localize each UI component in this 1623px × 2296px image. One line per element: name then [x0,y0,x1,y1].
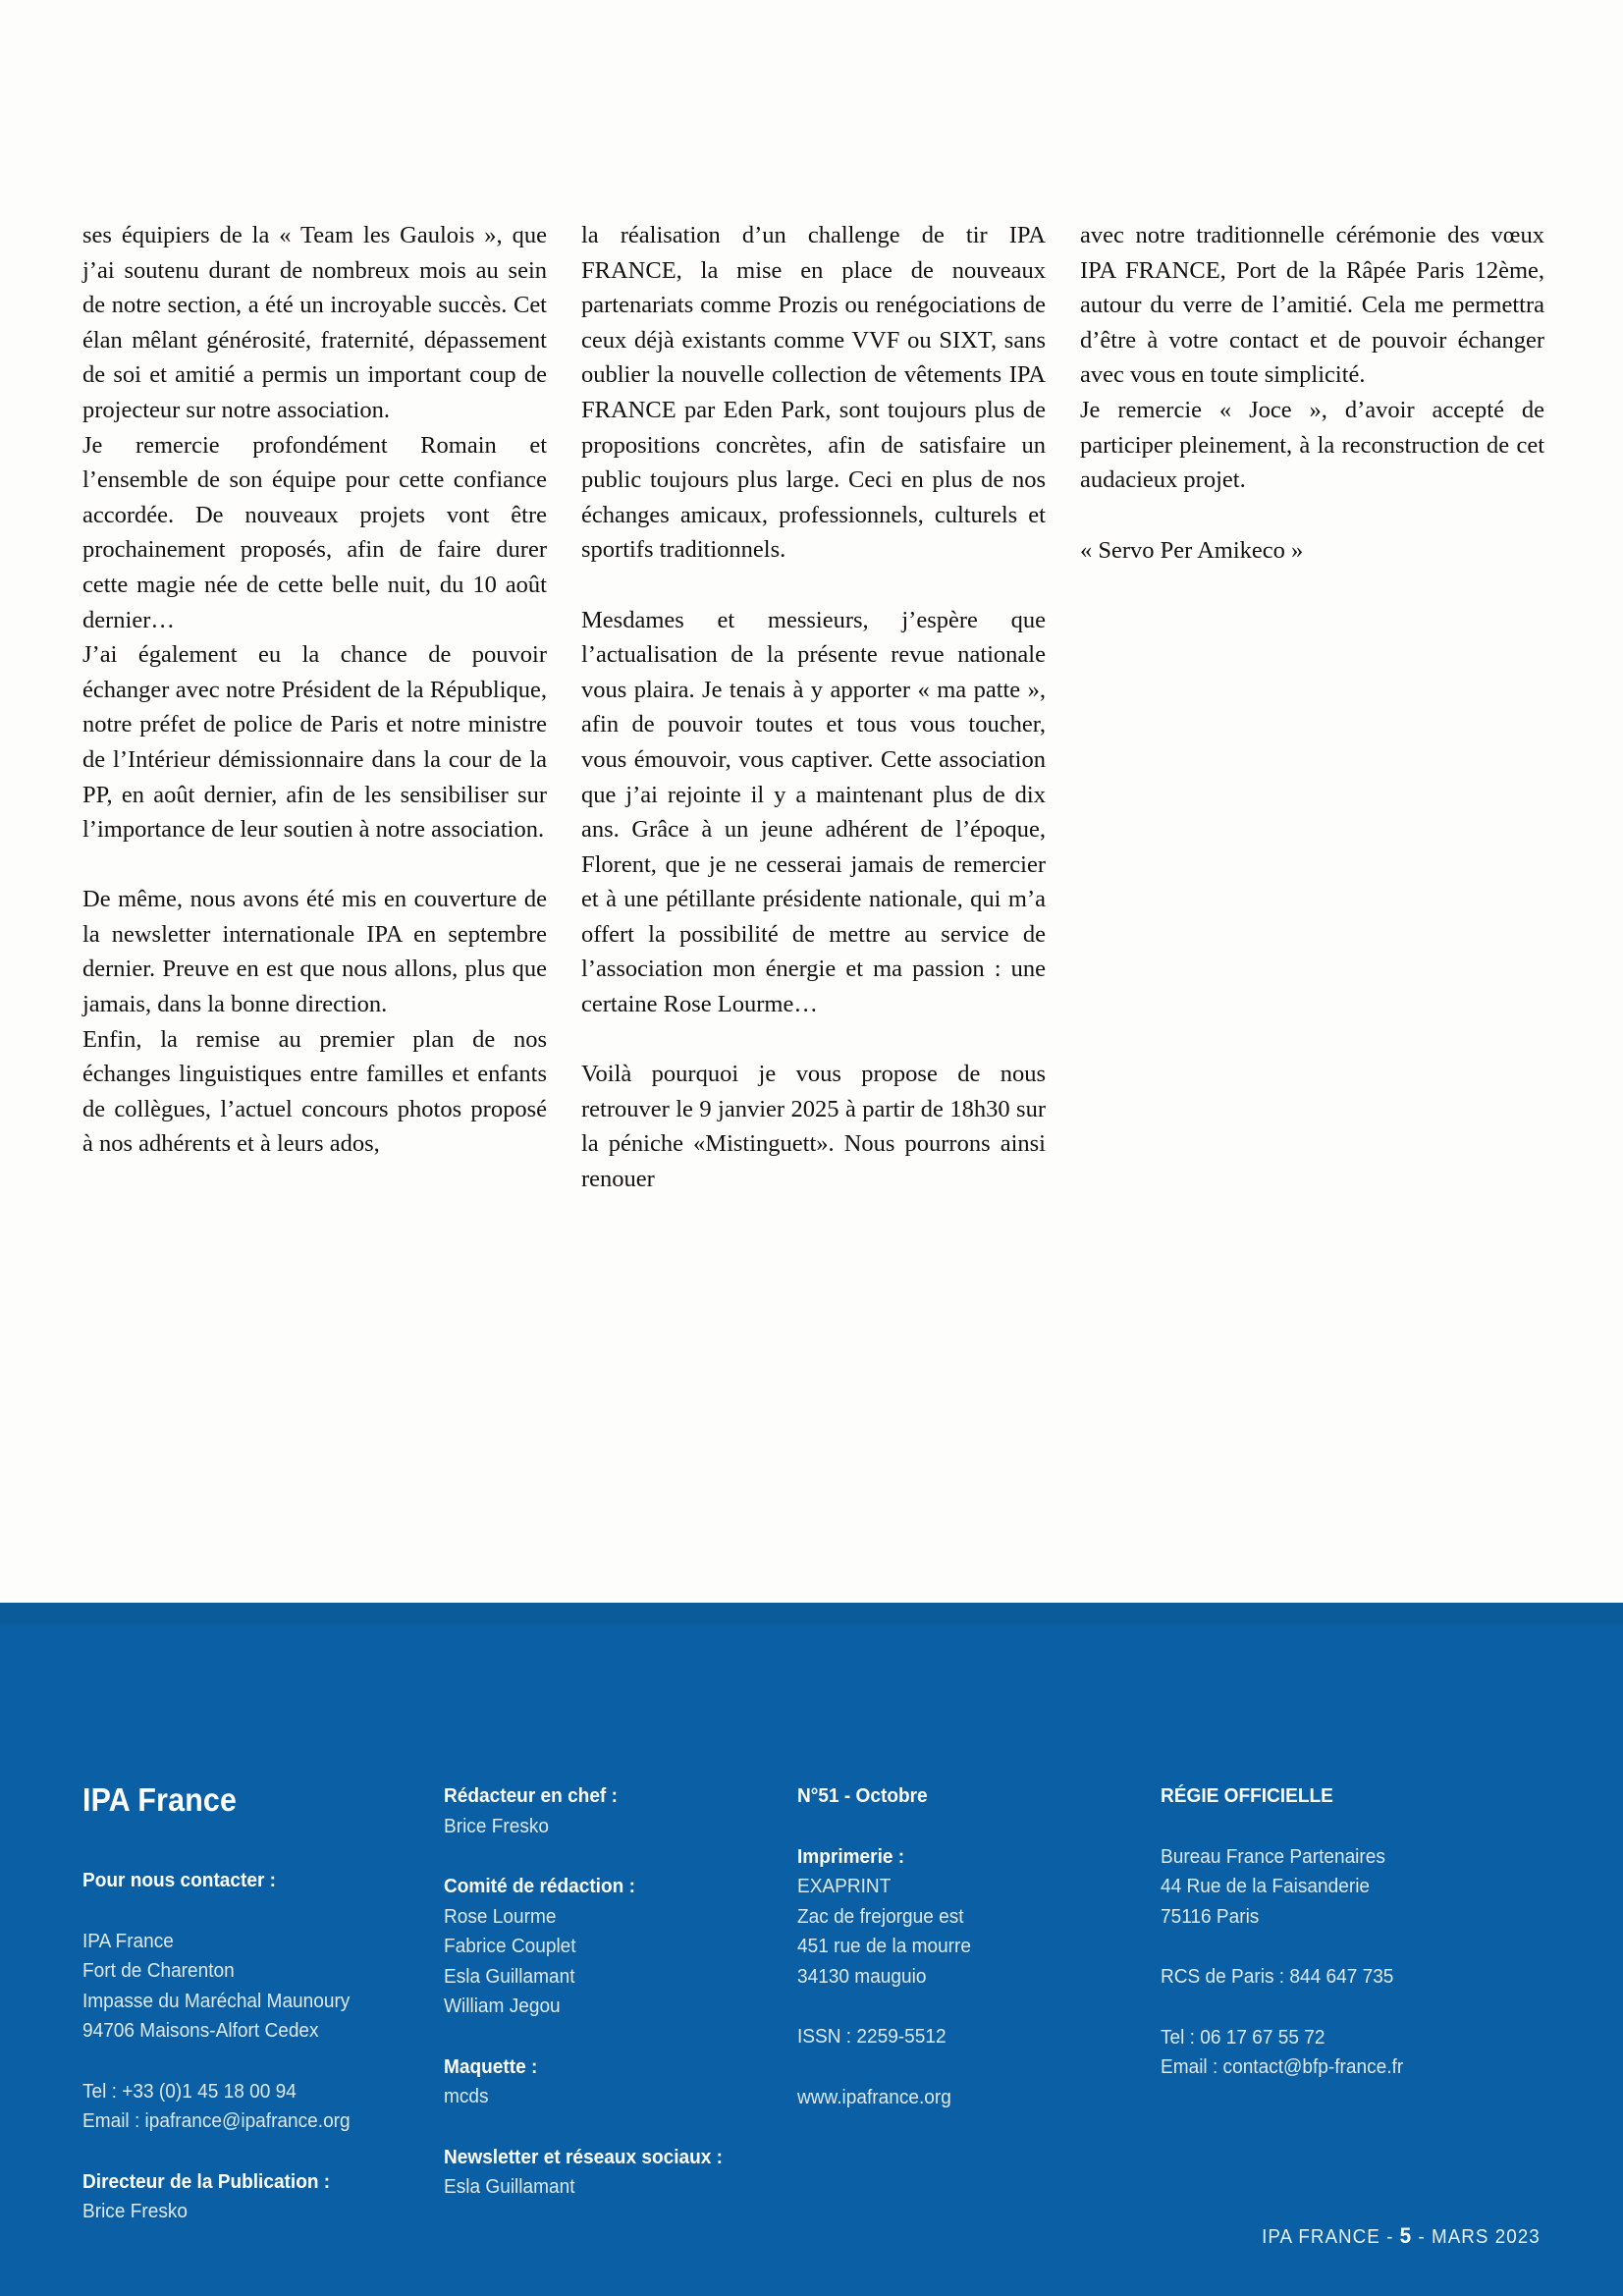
article-column-3 [1080,218,1544,1197]
paragraph: ses équipiers de la « Team les Gaulois », que j’ai soutenu durant de nombreux mois au sein de notre section, a été un incroyable succès. Cet élan mêlant générosité, fraternité, dépassement de soi et amitié a permis un important coup de projecteur sur notre association. [82,222,547,423]
paragraph: la réalisation d’un challenge de tir IPA FRANCE, la mise en place de nouveaux partenariats comme Prozis ou renégociations de ceux déjà existants comme VVF ou SIXT, sans oublier la nouvelle collection de vêtements IPA FRANCE par Eden Park, sont toujours plus de propositions concrètes, afin de satisfaire un public toujours plus large. Ceci en plus de nos échanges amicaux, professionnels, culturels et sportifs traditionnels. [581,222,1046,564]
footer-director-block [82,2167,444,2227]
page-number: 5 [1399,2223,1413,2248]
footer-committee-member: Rose Lourme [444,1904,557,1928]
footer-rcs-block [1161,1962,1553,1993]
footer-agency-line: 44 Rue de la Faisanderie [1161,1875,1371,1897]
footer-rcs: RCS de Paris : 844 647 735 [1161,1965,1394,1988]
footer-column-issue [797,1781,1161,2227]
footer-columns [82,1781,1555,2227]
footer-committee-heading: Comité de rédaction : [444,1875,635,1897]
footer-printer-block [797,1842,1161,1993]
footer-contact-block [82,1866,444,1896]
footer-telephone[interactable]: Tel : +33 (0)1 45 18 00 94 [82,2079,297,2103]
page-footer-prefix: IPA FRANCE - [1262,2226,1394,2248]
paragraph: Je remercie profondément Romain et l’ensemble de son équipe pour cette confiance accordée. De nouveaux projets vont être prochainement proposés, afin de faire durer cette magie née de cette belle nuit, du 10 août dernier… [82,431,547,633]
paragraph: Enfin, la remise au premier plan de nos échanges linguistiques entre familles et enfants de collègues, l’actuel concours photos proposé à nos adhérents et à leurs ados, [82,1025,547,1158]
footer-printer-heading: Imprimerie : [797,1844,905,1868]
footer-printer-line: EXAPRINT [797,1875,892,1897]
footer-website-block [797,2083,1161,2113]
footer-address-line: IPA France [82,1929,174,1952]
footer-agency-line: Bureau France Partenaires [1161,1844,1385,1868]
footer-band [0,1603,1623,2296]
footer-agency-heading: RÉGIE OFFICIELLE [1161,1784,1333,1807]
footer-column-contact [82,1781,444,2227]
page-footer-line [1262,2223,1541,2249]
footer-agency-telephone[interactable]: Tel : 06 17 67 55 72 [1161,2025,1325,2049]
footer-printer-line: 451 rue de la mourre [797,1935,971,1957]
footer-committee-member: William Jegou [444,1995,561,2017]
footer-editor-name: Brice Fresko [444,1814,550,1837]
footer-agency-heading-block [1161,1781,1553,1812]
footer-layout-heading: Maquette : [444,2054,538,2078]
footer-email[interactable]: Email : ipafrance@ipafrance.org [82,2109,351,2132]
paragraph: J’ai également eu la chance de pouvoir échanger avec notre Président de la République, notre préfet de police de Paris et notre ministre de l’Intérieur démissionnaire dans la cour de la PP, en août dernier, afin de les sensibiliser sur l’importance de leur soutien à notre association. [82,641,547,844]
footer-newsletter-heading: Newsletter et réseaux sociaux : [444,2145,723,2168]
footer-issue-block [797,1781,1161,1812]
page-footer-suffix: - MARS 2023 [1418,2226,1541,2248]
footer-phone-email-block [82,2077,444,2137]
footer-column-agency [1161,1781,1553,2227]
footer-column-editorial [444,1781,797,2227]
footer-newsletter-block [444,2143,797,2203]
footer-agency-email[interactable]: Email : contact@bfp-france.fr [1161,2055,1404,2078]
footer-director-name: Brice Fresko [82,2200,189,2222]
footer-address-line: 94706 Maisons-Alfort Cedex [82,2019,319,2042]
footer-issn-block [797,2022,1161,2052]
footer-issn: ISSN : 2259-5512 [797,2025,947,2048]
footer-printer-line: 34130 mauguio [797,1964,927,1988]
footer-director-heading: Directeur de la Publication : [82,2169,331,2193]
article-column-1 [82,218,547,1197]
footer-agency-line: 75116 Paris [1161,1904,1260,1928]
footer-agency-address-block [1161,1842,1553,1933]
paragraph: Voilà pourquoi je vous propose de nous retrouver le 9 janvier 2025 à partir de 18h30 sur la péniche «Mistinguett». Nous pourrons ainsi renouer [581,1061,1046,1193]
paragraph: Mesdames et messieurs, j’espère que l’actualisation de la présente revue nationale vous plaira. Je tenais à y apporter « ma patte », afin de pouvoir toutes et tous vous toucher, vous émouvoir, vous captiver. Cette association que j’ai rejointe il y a maintenant plus de dix ans. Grâce à un jeune adhérent de l’époque, Florent, que je ne cesserai jamais de remercier et à une pétillante présidente nationale, qui m’a offert la possibilité de mettre au service de l’association mon énergie et ma passion : une certaine Rose Lourme… [581,606,1046,1018]
paragraph: De même, nous avons été mis en couverture de la newsletter internationale IPA en septembre dernier. Preuve en est que nous allons, plus que jamais, dans la bonne direction. [82,886,547,1018]
footer-editor-heading: Rédacteur en chef : [444,1784,618,1807]
article-column-2 [581,218,1046,1197]
footer-newsletter-name: Esla Guillamant [444,2175,575,2198]
footer-layout-block [444,2052,797,2112]
footer-address-block [82,1927,444,2047]
footer-printer-line: Zac de frejorgue est [797,1904,964,1928]
footer-brand-title: IPA France [82,1781,238,1818]
footer-address-line: Fort de Charenton [82,1959,235,1982]
footer-committee-member: Esla Guillamant [444,1964,575,1988]
paragraph: Je remercie « Joce », d’avoir accepté de participer pleinement, à la reconstruction de cet audacieux projet. [1080,396,1544,494]
footer-committee-block [444,1872,797,2022]
footer-committee-member: Fabrice Couplet [444,1935,576,1957]
footer-address-line: Impasse du Maréchal Maunoury [82,1989,351,2012]
footer-top-edge [0,1603,1623,1624]
footer-issue-number: N°51 - Octobre [797,1784,928,1807]
article-signature: « Servo Per Amikeco » [1080,536,1304,564]
footer-editor-block [444,1781,797,1841]
footer-agency-contact-block [1161,2023,1553,2083]
footer-contact-heading: Pour nous contacter : [82,1869,277,1891]
paragraph: avec notre traditionnelle cérémonie des vœux IPA FRANCE, Port de la Râpée Paris 12ème, autour du verre de l’amitié. Cela me permettra d’être à votre contact et de pouvoir échanger avec vous en toute simplicité. [1080,222,1544,389]
footer-website-link[interactable]: www.ipafrance.org [797,2085,951,2108]
footer-layout-name: mcds [444,2085,489,2107]
article-columns [82,218,1545,1197]
